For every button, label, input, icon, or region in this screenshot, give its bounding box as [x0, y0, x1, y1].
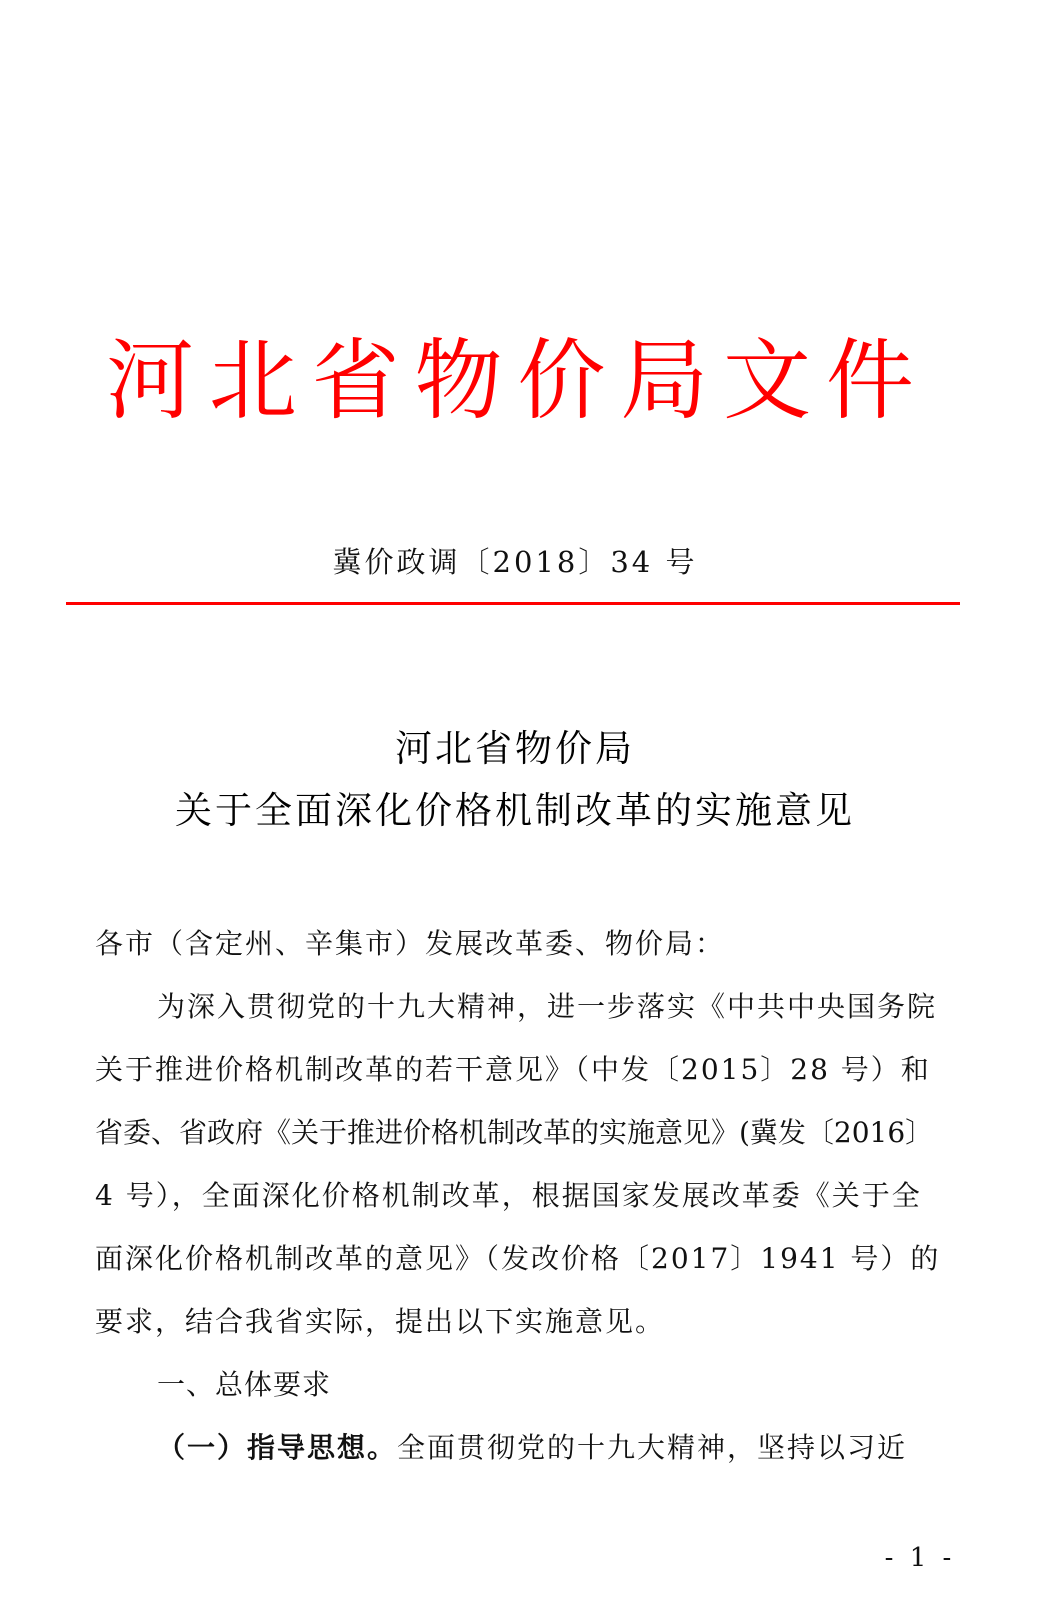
document-title: [0, 718, 1030, 842]
paragraph-line: 关于推进价格机制改革的若干意见》（中发〔2015〕28 号）和: [95, 1053, 931, 1086]
masthead-char: 文: [723, 329, 812, 432]
paragraph-line: 为深入贯彻党的十九大精神，进一步落实《中共中央国务院: [157, 990, 938, 1023]
addressee-line: 各市（含定州、辛集市）发展改革委、物价局：: [95, 927, 726, 960]
title-issuer: 河北省物价局: [395, 727, 635, 770]
masthead-title: [100, 326, 920, 436]
paragraph-line: 4 号），全面深化价格机制改革，根据国家发展改革委《关于全: [95, 1179, 922, 1212]
red-separator-line: [66, 602, 960, 605]
paragraph-line: 要求，结合我省实际，提出以下实施意见。: [95, 1305, 666, 1338]
subsection-lead: （一）指导思想。: [157, 1431, 398, 1464]
masthead-char: 件: [825, 329, 914, 432]
masthead-char: 河: [105, 329, 194, 432]
title-subject: 关于全面深化价格机制改革的实施意见: [175, 789, 855, 832]
masthead-char: 价: [517, 329, 606, 432]
page-number: - 1 -: [884, 1543, 956, 1573]
paragraph-line: 省委、省政府《关于推进价格机制改革的实施意见》(冀发〔2016〕: [95, 1116, 934, 1149]
document-number: 冀价政调〔2018〕34 号: [332, 545, 698, 579]
subsection-line: [95, 1416, 945, 1479]
section-heading: 一、总体要求: [157, 1368, 332, 1401]
masthead-char: 局: [620, 329, 709, 432]
document-body: [95, 912, 945, 1479]
masthead-char: 北: [208, 329, 297, 432]
masthead-char: 物: [414, 329, 503, 432]
subsection-text: 全面贯彻党的十九大精神，坚持以习近: [397, 1431, 908, 1464]
paragraph-line: 面深化价格机制改革的意见》（发改价格〔2017〕1941 号）的: [95, 1242, 941, 1275]
masthead-char: 省: [311, 329, 400, 432]
